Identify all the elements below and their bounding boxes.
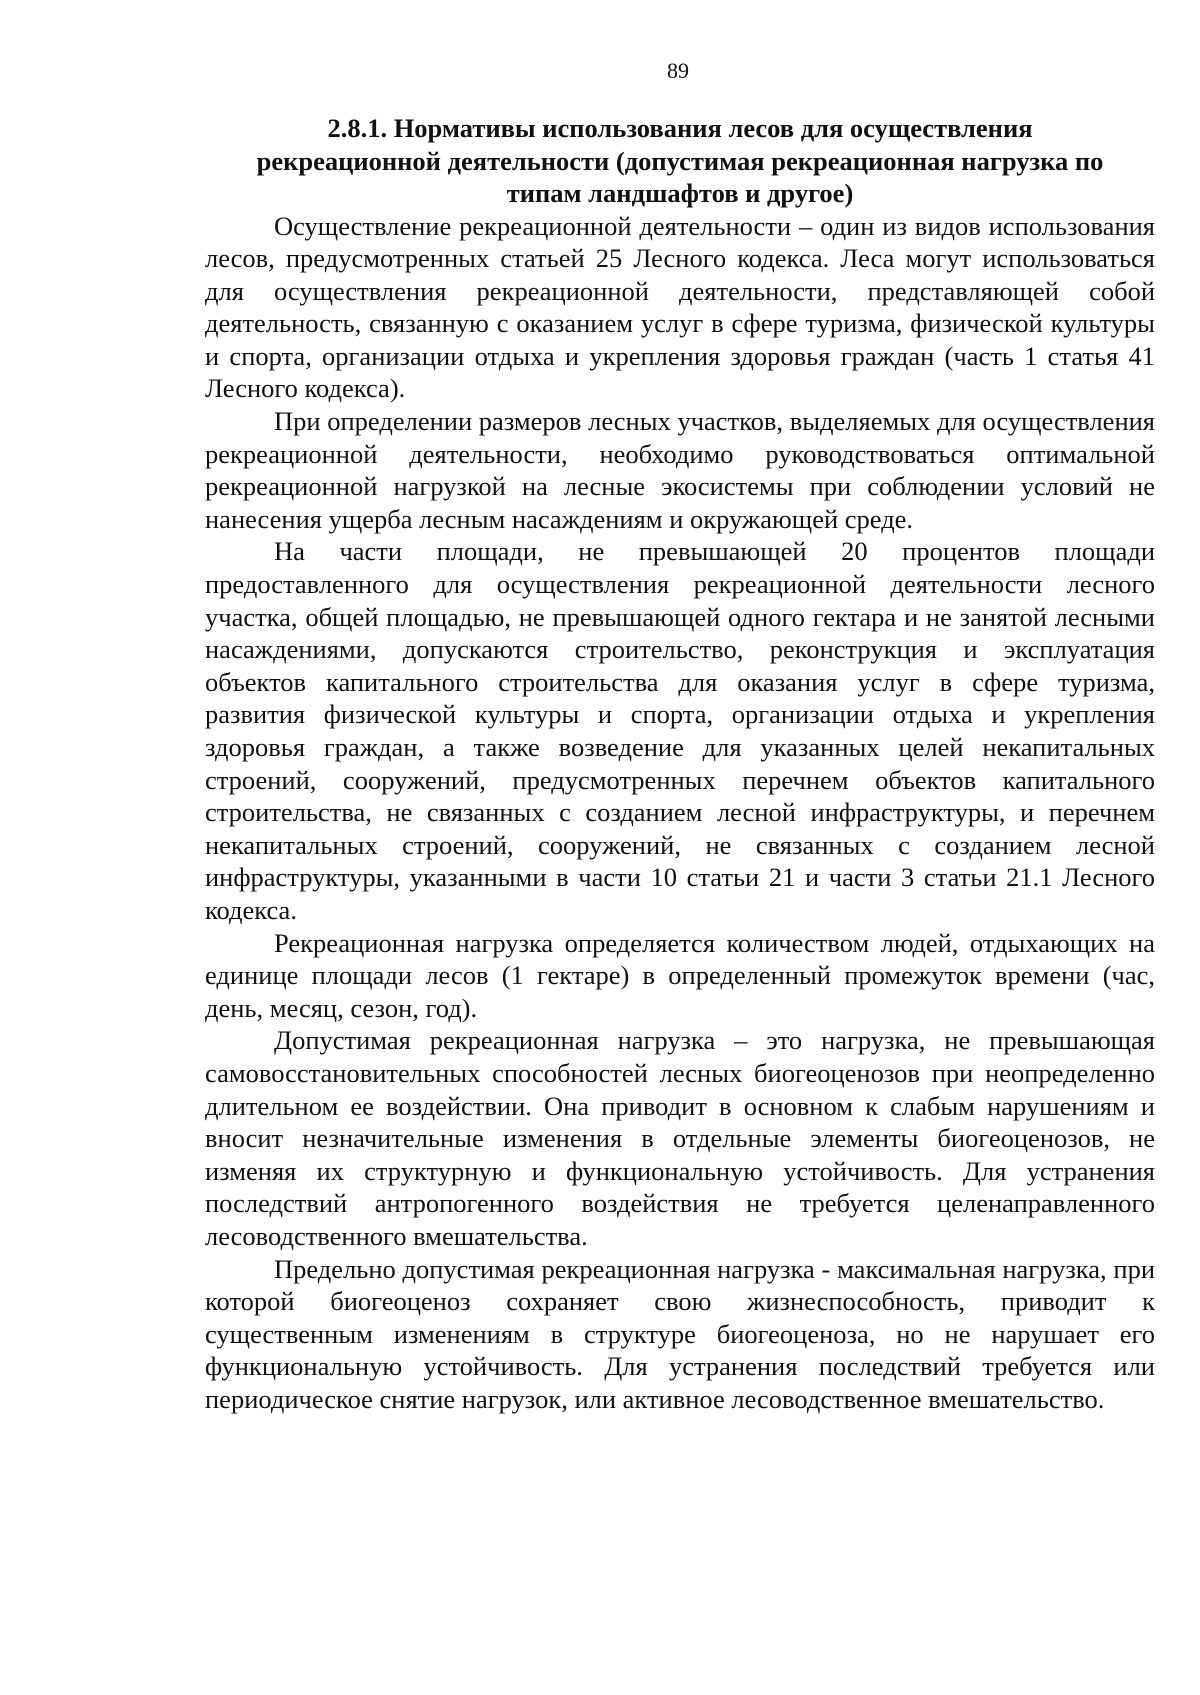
paragraph-recreational-activity: Осуществление рекреационной деятельности – один из видов использования лесов, предусмотренных статьей 25 Лесного кодекса. Леса могут использоваться для осуществления рекреационной деятельности, представляющей собой деятельность, связанную с оказанием услуг в сфере туризма, физической культуры и спорта, организации отдыха и укрепления здоровья граждан (часть 1 статья 41 Лесного кодекса). — [205, 210, 1155, 404]
section-body — [205, 210, 1155, 1416]
paragraph-construction-limits: На части площади, не превышающей 20 процентов площади предоставленного для осуществления рекреационной деятельности лесного участка, общей площадью, не превышающей одного гектара и не занятой лесными насаждениями, допускаются строительство, реконструкция и эксплуатация объектов капитального строительства для оказания услуг в сфере туризма, развития физической культуры и спорта, организации отдыха и укрепления здоровья граждан, а также возведение для указанных целей некапитальных строений, сооружений, предусмотренных перечнем объектов капитального строительства, не связанных с созданием лесной инфраструктуры, и перечнем некапитальных строений, сооружений, не связанных с созданием лесной инфраструктуры, указанными в части 10 статьи 21 и части 3 статьи 21.1 Лесного кодекса. — [205, 536, 1155, 925]
paragraph-maximum-permissible-load: Предельно допустимая рекреационная нагрузка - максимальная нагрузка, при которой биогеоценоз сохраняет свою жизнеспособность, приводит к существенным изменениям в структуре биогеоценоза, но не нарушает его функциональную устойчивость. Для устранения последствий требуется или периодическое снятие нагрузок, или активное лесоводственное вмешательство. — [205, 1253, 1155, 1414]
section-heading — [205, 112, 1155, 210]
section-heading-line-3: типам ландшафтов и другое) — [506, 178, 854, 208]
page-content — [205, 112, 1155, 1415]
paragraph-recreational-load: Рекреационная нагрузка определяется количеством людей, отдыхающих на единице площади лесов (1 гектаре) в определенный промежуток времени (час, день, месяц, сезон, год). — [205, 927, 1155, 1023]
paragraph-permissible-load: Допустимая рекреационная нагрузка – это нагрузка, не превышающая самовосстановительных способностей лесных биогеоценозов при неопределенно длительном ее воздействии. Она приводит в основном к слабым нарушениям и вносит незначительные изменения в отдельные элементы биогеоценозов, не изменяя их структурную и функциональную устойчивость. Для устранения последствий антропогенного воздействия не требуется целенаправленного лесоводственного вмешательства. — [205, 1025, 1155, 1251]
page-number: 89 — [667, 58, 689, 83]
section-heading-line-2: рекреационной деятельности (допустимая рекреационная нагрузка по — [256, 145, 1104, 176]
paragraph-plot-size: При определении размеров лесных участков, выделяемых для осуществления рекреационной деятельности, необходимо руководствоваться оптимальной рекреационной нагрузкой на лесные экосистемы при соблюдении условий не нанесения ущерба лесным насаждениям и окружающей среде. — [205, 406, 1155, 534]
section-heading-line-1: 2.8.1. Нормативы использования лесов для осуществления — [327, 113, 1033, 143]
